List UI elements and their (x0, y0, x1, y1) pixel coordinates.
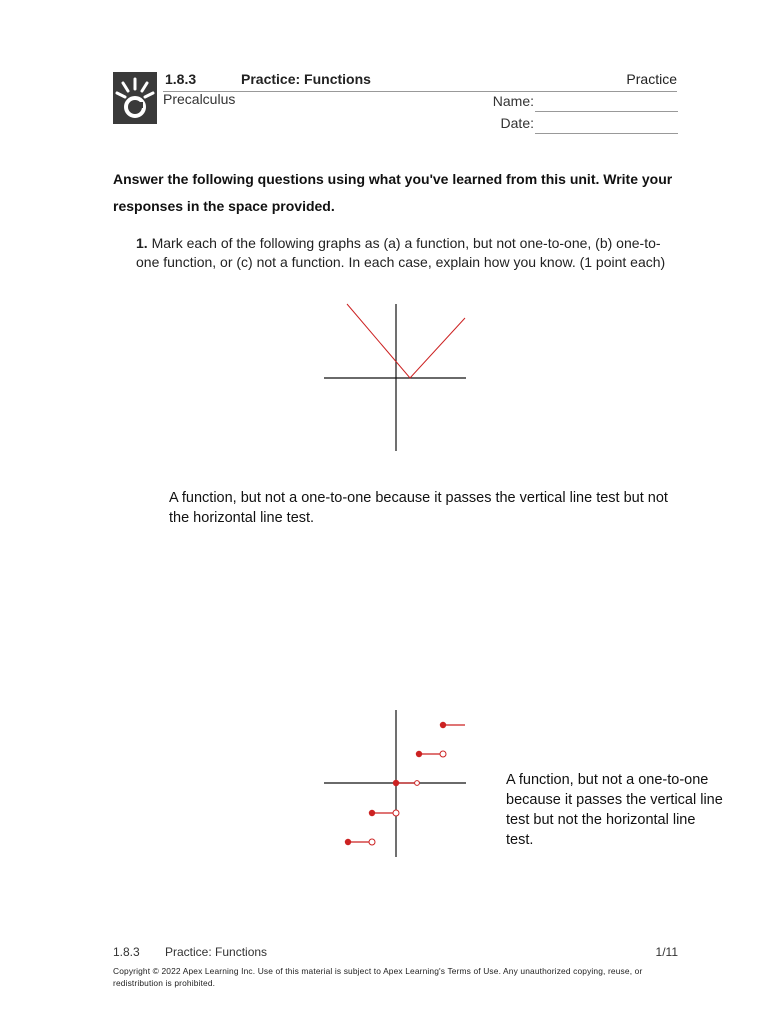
open-endpoint (415, 781, 420, 786)
apex-learning-logo-icon (113, 72, 157, 124)
closed-endpoint (369, 810, 375, 816)
header-divider (163, 91, 677, 92)
closed-endpoint (345, 839, 351, 845)
closed-endpoint (416, 751, 422, 757)
open-endpoint (440, 751, 446, 757)
footer-lesson-number: 1.8.3 (113, 945, 140, 959)
open-endpoint (369, 839, 375, 845)
answer-graph-1[interactable]: A function, but not a one-to-one because it passes the vertical line test but not the horizontal line test. (169, 490, 668, 526)
absolute-value-curve (347, 304, 465, 378)
instructions: Answer the following questions using what you've learned from this unit. Write your responses in the space provided. (113, 171, 673, 214)
page-number: 1/11 (655, 945, 678, 959)
open-endpoint (393, 810, 399, 816)
name-field[interactable] (535, 111, 678, 112)
graph-1 (320, 300, 470, 455)
page-title: Practice: Functions (241, 71, 371, 87)
question-text: Mark each of the following graphs as (a) a function, but not one-to-one, (b) one-to-one function, or (c) not a function. In each case, explain how you know. (1 point each) (136, 235, 666, 270)
doc-type: Practice (626, 71, 677, 87)
lesson-number: 1.8.3 (165, 71, 197, 87)
copyright-notice: Copyright © 2022 Apex Learning Inc. Use of this material is subject to Apex Learning's Terms of Use. Any unauthorized copying, reuse, or redistribution is prohibited. (113, 966, 643, 988)
course-name: Precalculus (163, 91, 236, 107)
question-number: 1. (136, 235, 148, 251)
question-1 (136, 234, 676, 272)
closed-endpoint (440, 722, 446, 728)
name-label: Name: (492, 93, 534, 109)
date-label: Date: (500, 115, 534, 131)
closed-endpoint (393, 780, 399, 786)
date-field[interactable] (535, 133, 678, 134)
footer-title: Practice: Functions (165, 945, 268, 959)
answer-graph-2[interactable]: A function, but not a one-to-one because it passes the vertical line test but not the horizontal line test. (506, 772, 723, 848)
graph-2 (320, 706, 470, 861)
